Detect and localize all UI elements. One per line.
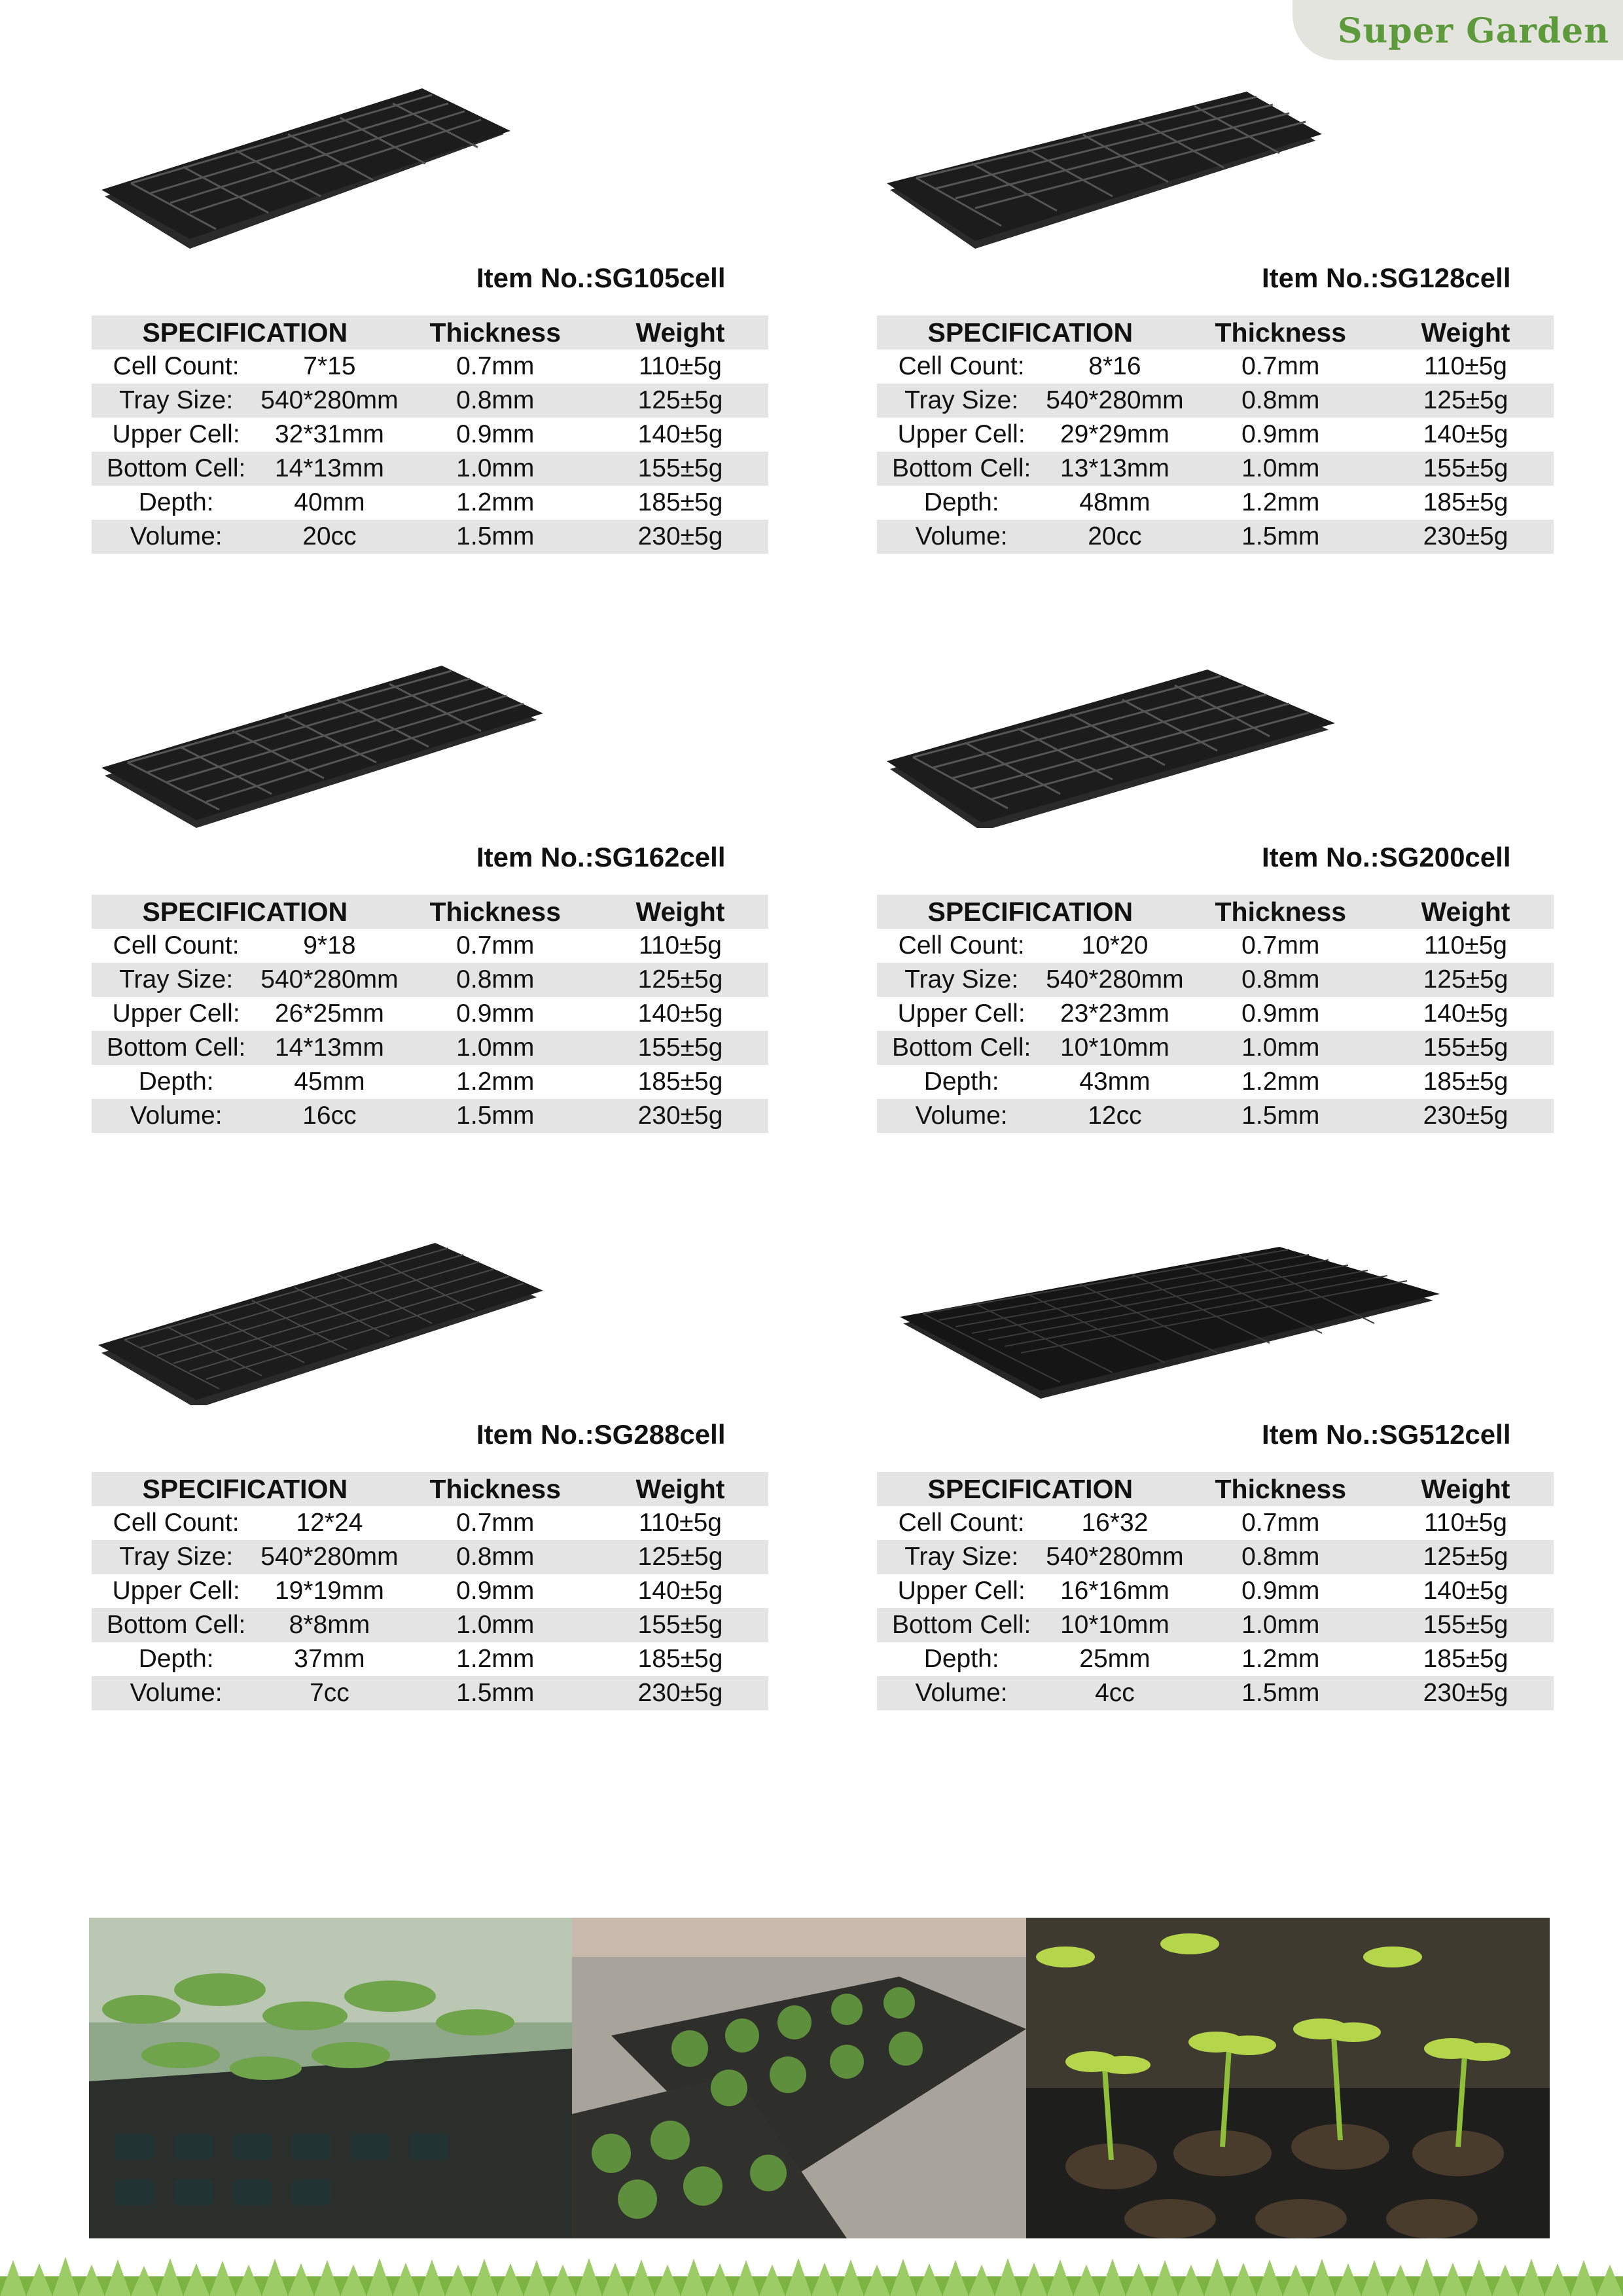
table-row xyxy=(92,486,768,520)
spec-value: 7cc xyxy=(310,1679,349,1707)
seedling-photo-strip xyxy=(89,1918,1550,2238)
thickness-value: 1.0mm xyxy=(456,1033,535,1062)
spec-value: 26*25mm xyxy=(274,999,384,1028)
spec-value: 10*10mm xyxy=(1060,1033,1169,1062)
row-label: Volume: xyxy=(130,1102,223,1130)
table-row xyxy=(877,486,1554,520)
row-label: Cell Count: xyxy=(898,352,1025,380)
row-label: Volume: xyxy=(130,1679,223,1707)
thickness-value: 1.0mm xyxy=(456,454,535,482)
table-row xyxy=(92,1676,768,1710)
spec-header: SPECIFICATION xyxy=(142,317,348,348)
seedling-tray-image xyxy=(877,0,1558,249)
weight-value: 185±5g xyxy=(1423,488,1508,516)
thickness-value: 0.7mm xyxy=(1241,931,1320,960)
weight-value: 230±5g xyxy=(1423,1679,1508,1707)
spec-value: 16cc xyxy=(302,1102,357,1130)
thickness-value: 0.8mm xyxy=(456,1543,535,1571)
row-label: Bottom Cell: xyxy=(891,1611,1031,1639)
item-number: Item No.:SG128cell xyxy=(1262,262,1511,293)
row-label: Volume: xyxy=(915,1679,1008,1707)
spec-value: 12*24 xyxy=(296,1509,363,1537)
table-row xyxy=(877,520,1554,554)
thickness-value: 0.8mm xyxy=(456,965,535,994)
table-row xyxy=(92,997,768,1031)
weight-value: 230±5g xyxy=(637,1102,723,1130)
table-row xyxy=(92,1574,768,1608)
table-row xyxy=(877,1608,1554,1642)
thickness-value: 0.9mm xyxy=(1241,1577,1320,1605)
spec-header: SPECIFICATION xyxy=(927,317,1133,348)
spec-header: SPECIFICATION xyxy=(927,897,1133,927)
seedling-photo-closeup xyxy=(1026,1918,1550,2238)
thickness-value: 1.2mm xyxy=(1241,1067,1320,1096)
table-row xyxy=(92,1608,768,1642)
thickness-value: 0.7mm xyxy=(1241,352,1320,380)
spec-header: SPECIFICATION xyxy=(927,1474,1133,1504)
table-row xyxy=(92,1031,768,1065)
product-sg512 xyxy=(877,1157,1558,1707)
thickness-value: 1.2mm xyxy=(456,488,535,516)
table-row xyxy=(92,520,768,554)
row-label: Upper Cell: xyxy=(112,420,240,448)
row-label: Bottom Cell: xyxy=(106,454,246,482)
seedling-tray-image xyxy=(877,1157,1558,1405)
spec-value: 10*10mm xyxy=(1060,1611,1169,1639)
thickness-value: 1.0mm xyxy=(1241,1033,1320,1062)
spec-header-row xyxy=(877,895,1554,929)
seedling-tray-image xyxy=(877,579,1558,828)
table-row xyxy=(877,1031,1554,1065)
weight-value: 125±5g xyxy=(637,386,723,414)
row-label: Tray Size: xyxy=(904,965,1019,994)
thickness-value: 1.2mm xyxy=(1241,488,1320,516)
product-sg288 xyxy=(92,1157,772,1707)
spec-header: SPECIFICATION xyxy=(142,897,348,927)
thickness-value: 1.5mm xyxy=(456,522,535,550)
spec-value: 14*13mm xyxy=(274,454,384,482)
spec-value: 20cc xyxy=(302,522,357,550)
row-label: Cell Count: xyxy=(898,1509,1025,1537)
row-label: Cell Count: xyxy=(898,931,1025,960)
weight-value: 185±5g xyxy=(637,1067,723,1096)
weight-value: 185±5g xyxy=(1423,1067,1508,1096)
table-row xyxy=(92,1540,768,1574)
table-row xyxy=(877,1065,1554,1099)
spec-value: 43mm xyxy=(1079,1067,1150,1096)
row-label: Upper Cell: xyxy=(897,999,1026,1028)
spec-value: 4cc xyxy=(1095,1679,1135,1707)
spec-value: 540*280mm xyxy=(1046,965,1184,994)
grass-footer-decoration xyxy=(0,2257,1623,2296)
spec-value: 20cc xyxy=(1088,522,1142,550)
weight-value: 155±5g xyxy=(1423,1033,1508,1062)
thickness-value: 1.0mm xyxy=(1241,454,1320,482)
row-label: Upper Cell: xyxy=(112,999,240,1028)
weight-value: 110±5g xyxy=(1424,931,1507,960)
spec-value: 540*280mm xyxy=(1046,1543,1184,1571)
table-row xyxy=(877,350,1554,384)
spec-value: 540*280mm xyxy=(260,386,399,414)
row-label: Volume: xyxy=(130,522,223,550)
product-sg162 xyxy=(92,579,772,1130)
row-label: Depth: xyxy=(138,1645,214,1673)
table-row xyxy=(92,1099,768,1133)
table-row xyxy=(92,1506,768,1540)
thickness-value: 0.9mm xyxy=(1241,420,1320,448)
row-label: Tray Size: xyxy=(119,965,234,994)
spec-value: 9*18 xyxy=(303,931,356,960)
weight-value: 230±5g xyxy=(637,1679,723,1707)
thickness-value: 1.2mm xyxy=(456,1645,535,1673)
thickness-value: 0.8mm xyxy=(456,386,535,414)
weight-value: 155±5g xyxy=(637,1033,723,1062)
spec-value: 13*13mm xyxy=(1060,454,1169,482)
spec-table xyxy=(877,895,1554,1133)
spec-header: SPECIFICATION xyxy=(142,1474,348,1504)
weight-value: 125±5g xyxy=(1423,965,1508,994)
seedling-tray-image xyxy=(92,0,772,249)
item-number: Item No.:SG105cell xyxy=(476,262,726,293)
spec-value: 45mm xyxy=(294,1067,365,1096)
thickness-value: 1.5mm xyxy=(1241,1679,1320,1707)
table-row xyxy=(877,384,1554,418)
spec-value: 16*32 xyxy=(1081,1509,1149,1537)
spec-value: 14*13mm xyxy=(274,1033,384,1062)
weight-value: 110±5g xyxy=(1424,1509,1507,1537)
spec-value: 29*29mm xyxy=(1060,420,1169,448)
spec-table xyxy=(877,315,1554,554)
thickness-header: Thickness xyxy=(429,1474,562,1504)
table-row xyxy=(877,1676,1554,1710)
table-row xyxy=(92,1642,768,1676)
weight-value: 125±5g xyxy=(1423,386,1508,414)
weight-value: 155±5g xyxy=(1423,454,1508,482)
row-label: Cell Count: xyxy=(113,931,240,960)
product-sg200 xyxy=(877,579,1558,1130)
weight-value: 155±5g xyxy=(637,454,723,482)
weight-value: 140±5g xyxy=(637,420,723,448)
table-row xyxy=(877,963,1554,997)
spec-table xyxy=(92,895,768,1133)
spec-value: 19*19mm xyxy=(274,1577,384,1605)
row-label: Cell Count: xyxy=(113,1509,240,1537)
spec-value: 40mm xyxy=(294,488,365,516)
item-number: Item No.:SG288cell xyxy=(476,1419,726,1450)
weight-header: Weight xyxy=(635,1474,725,1504)
table-row xyxy=(877,1574,1554,1608)
thickness-value: 0.7mm xyxy=(456,352,535,380)
thickness-header: Thickness xyxy=(429,317,562,348)
spec-header-row xyxy=(877,1472,1554,1506)
seedling-tray-image xyxy=(92,579,772,828)
thickness-value: 0.9mm xyxy=(456,1577,535,1605)
thickness-value: 0.9mm xyxy=(1241,999,1320,1028)
row-label: Bottom Cell: xyxy=(106,1611,246,1639)
weight-value: 140±5g xyxy=(637,1577,723,1605)
spec-table xyxy=(92,1472,768,1710)
row-label: Bottom Cell: xyxy=(891,1033,1031,1062)
product-sg128 xyxy=(877,0,1558,550)
thickness-value: 1.2mm xyxy=(1241,1645,1320,1673)
thickness-value: 1.5mm xyxy=(456,1102,535,1130)
spec-value: 8*16 xyxy=(1088,352,1141,380)
table-row xyxy=(92,929,768,963)
row-label: Tray Size: xyxy=(119,386,234,414)
seedling-photo-greenhouse xyxy=(572,1918,1026,2238)
row-label: Bottom Cell: xyxy=(891,454,1031,482)
thickness-value: 0.8mm xyxy=(1241,1543,1320,1571)
row-label: Bottom Cell: xyxy=(106,1033,246,1062)
table-row xyxy=(92,963,768,997)
brand-logo-text: Super Garden xyxy=(1338,11,1610,51)
item-number: Item No.:SG162cell xyxy=(476,842,726,872)
spec-value: 8*8mm xyxy=(289,1611,370,1639)
weight-value: 110±5g xyxy=(1424,352,1507,380)
weight-value: 110±5g xyxy=(639,352,722,380)
row-label: Upper Cell: xyxy=(897,420,1026,448)
table-row xyxy=(877,1642,1554,1676)
row-label: Upper Cell: xyxy=(897,1577,1026,1605)
weight-value: 125±5g xyxy=(637,965,723,994)
thickness-value: 1.2mm xyxy=(456,1067,535,1096)
weight-value: 230±5g xyxy=(1423,1102,1508,1130)
row-label: Volume: xyxy=(915,522,1008,550)
weight-value: 125±5g xyxy=(637,1543,723,1571)
table-row xyxy=(877,1506,1554,1540)
table-row xyxy=(877,418,1554,452)
weight-value: 185±5g xyxy=(1423,1645,1508,1673)
item-number: Item No.:SG200cell xyxy=(1262,842,1511,872)
spec-header-row xyxy=(92,1472,768,1506)
weight-value: 185±5g xyxy=(637,488,723,516)
thickness-value: 1.5mm xyxy=(1241,522,1320,550)
weight-value: 125±5g xyxy=(1423,1543,1508,1571)
spec-header-row xyxy=(92,315,768,350)
weight-value: 110±5g xyxy=(639,931,722,960)
product-sg105 xyxy=(92,0,772,550)
spec-value: 37mm xyxy=(294,1645,365,1673)
spec-value: 540*280mm xyxy=(260,1543,399,1571)
weight-header: Weight xyxy=(1421,317,1510,348)
thickness-value: 0.8mm xyxy=(1241,965,1320,994)
thickness-value: 0.7mm xyxy=(456,931,535,960)
row-label: Volume: xyxy=(915,1102,1008,1130)
weight-value: 155±5g xyxy=(637,1611,723,1639)
weight-header: Weight xyxy=(1421,1474,1510,1504)
row-label: Tray Size: xyxy=(904,1543,1019,1571)
thickness-value: 1.5mm xyxy=(456,1679,535,1707)
thickness-value: 0.8mm xyxy=(1241,386,1320,414)
weight-value: 185±5g xyxy=(637,1645,723,1673)
thickness-header: Thickness xyxy=(1215,317,1347,348)
spec-header-row xyxy=(92,895,768,929)
spec-value: 23*23mm xyxy=(1060,999,1169,1028)
table-row xyxy=(877,452,1554,486)
spec-value: 12cc xyxy=(1088,1102,1142,1130)
table-row xyxy=(92,350,768,384)
thickness-header: Thickness xyxy=(429,897,562,927)
thickness-value: 0.9mm xyxy=(456,999,535,1028)
weight-value: 110±5g xyxy=(639,1509,722,1537)
weight-header: Weight xyxy=(635,317,725,348)
thickness-value: 0.7mm xyxy=(1241,1509,1320,1537)
thickness-header: Thickness xyxy=(1215,897,1347,927)
row-label: Depth: xyxy=(138,488,214,516)
weight-header: Weight xyxy=(1421,897,1510,927)
spec-value: 540*280mm xyxy=(260,965,399,994)
spec-value: 32*31mm xyxy=(274,420,384,448)
spec-value: 48mm xyxy=(1079,488,1150,516)
spec-value: 10*20 xyxy=(1081,931,1149,960)
weight-value: 140±5g xyxy=(637,999,723,1028)
thickness-value: 1.0mm xyxy=(1241,1611,1320,1639)
row-label: Depth: xyxy=(923,1067,999,1096)
row-label: Depth: xyxy=(923,1645,999,1673)
spec-header-row xyxy=(877,315,1554,350)
seedling-tray-image xyxy=(92,1157,772,1405)
weight-header: Weight xyxy=(635,897,725,927)
row-label: Depth: xyxy=(923,488,999,516)
weight-value: 230±5g xyxy=(1423,522,1508,550)
table-row xyxy=(92,418,768,452)
table-row xyxy=(877,1540,1554,1574)
table-row xyxy=(877,929,1554,963)
spec-table xyxy=(92,315,768,554)
spec-table xyxy=(877,1472,1554,1710)
spec-value: 540*280mm xyxy=(1046,386,1184,414)
thickness-value: 1.5mm xyxy=(1241,1102,1320,1130)
table-row xyxy=(92,452,768,486)
weight-value: 140±5g xyxy=(1423,999,1508,1028)
spec-value: 7*15 xyxy=(303,352,356,380)
thickness-value: 0.7mm xyxy=(456,1509,535,1537)
thickness-value: 0.9mm xyxy=(456,420,535,448)
table-row xyxy=(92,1065,768,1099)
seedling-photo-peppers xyxy=(89,1918,572,2238)
thickness-header: Thickness xyxy=(1215,1474,1347,1504)
row-label: Tray Size: xyxy=(904,386,1019,414)
table-row xyxy=(92,384,768,418)
spec-value: 25mm xyxy=(1079,1645,1150,1673)
weight-value: 140±5g xyxy=(1423,420,1508,448)
item-number: Item No.:SG512cell xyxy=(1262,1419,1511,1450)
spec-value: 16*16mm xyxy=(1060,1577,1169,1605)
thickness-value: 1.0mm xyxy=(456,1611,535,1639)
table-row xyxy=(877,1099,1554,1133)
weight-value: 230±5g xyxy=(637,522,723,550)
row-label: Tray Size: xyxy=(119,1543,234,1571)
table-row xyxy=(877,997,1554,1031)
row-label: Upper Cell: xyxy=(112,1577,240,1605)
weight-value: 155±5g xyxy=(1423,1611,1508,1639)
row-label: Depth: xyxy=(138,1067,214,1096)
weight-value: 140±5g xyxy=(1423,1577,1508,1605)
row-label: Cell Count: xyxy=(113,352,240,380)
